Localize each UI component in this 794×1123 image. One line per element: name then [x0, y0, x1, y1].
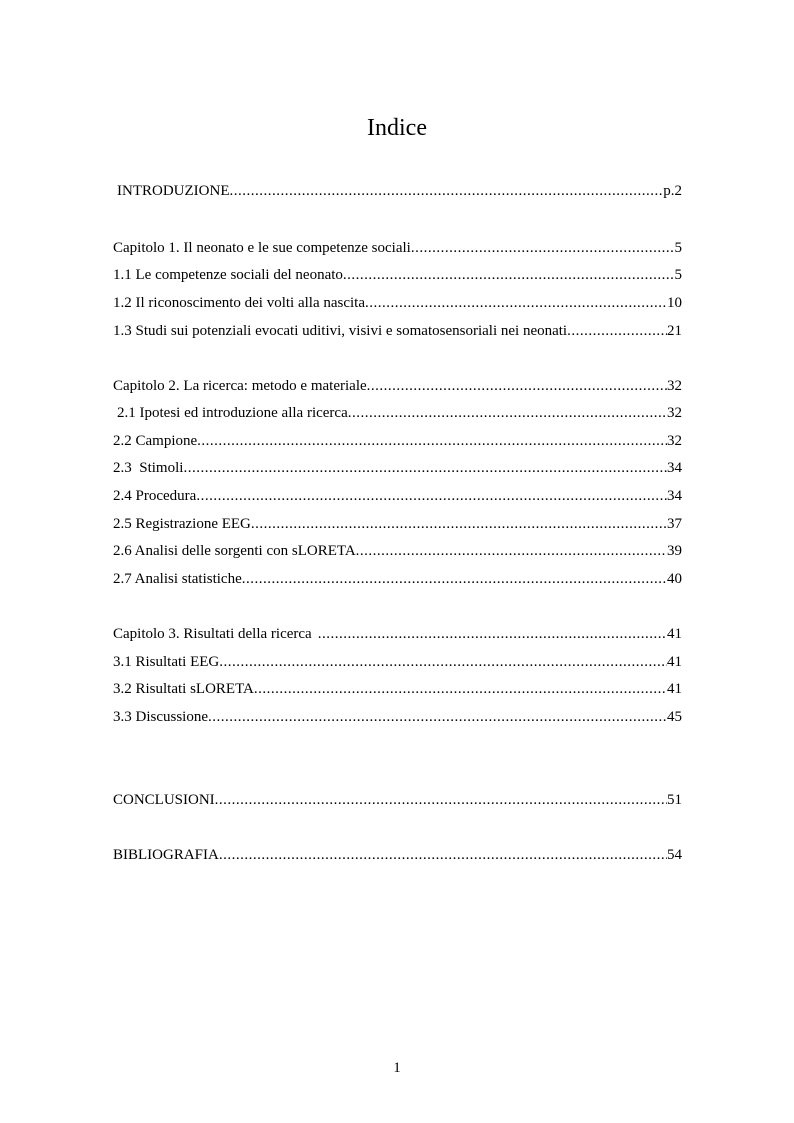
toc-entry-page: 10 — [667, 295, 682, 311]
toc-entry-label: 2.5 Registrazione EEG — [113, 516, 251, 532]
toc-entry-label: Capitolo 3. Risultati della ricerca — [113, 626, 312, 642]
toc-entry-page: 34 — [667, 488, 682, 504]
toc-leader-dots — [197, 431, 667, 451]
toc-entry-capitolo-1 — [113, 238, 682, 258]
toc-entry-capitolo-2 — [113, 376, 682, 396]
toc-entry-label: BIBLIOGRAFIA — [113, 847, 219, 863]
toc-leader-dots — [411, 238, 675, 258]
toc-entry-label: 2.2 Campione — [113, 433, 198, 449]
toc-leader-dots — [567, 321, 667, 341]
toc-leader-dots — [229, 181, 663, 201]
toc-entry-2-1 — [117, 403, 682, 423]
toc-entry-label: 3.2 Risultati sLORETA — [113, 681, 254, 697]
toc-entry-2-5 — [113, 514, 682, 534]
toc-entry-1-2 — [113, 293, 682, 313]
toc-leader-dots — [208, 707, 667, 727]
toc-leader-dots — [348, 403, 667, 423]
toc-leader-dots — [367, 376, 667, 396]
toc-entry-page: 37 — [667, 516, 682, 532]
toc-entry-page: 32 — [667, 433, 682, 449]
toc-entry-page: 34 — [667, 460, 682, 476]
toc-entry-page: 41 — [667, 626, 682, 642]
toc-entry-1-1 — [113, 265, 682, 285]
toc-entry-3-2 — [113, 679, 682, 699]
toc-entry-label: 3.3 Discussione — [113, 709, 208, 725]
toc-entry-page: 51 — [667, 792, 682, 808]
toc-entry-label: 2.1 Ipotesi ed introduzione alla ricerca — [117, 405, 348, 421]
toc-entry-label: Capitolo 1. Il neonato e le sue competenze sociali — [113, 240, 411, 256]
toc-entry-label: Capitolo 2. La ricerca: metodo e materiale — [113, 378, 367, 394]
toc-entry-label: 2.7 Analisi statistiche — [113, 571, 242, 587]
toc-entry-2-7 — [113, 569, 682, 589]
toc-entry-page: 21 — [667, 323, 682, 339]
toc-leader-dots — [219, 845, 667, 865]
toc-entry-3-3 — [113, 707, 682, 727]
toc-leader-dots — [356, 541, 667, 561]
toc-entry-label: 1.2 Il riconoscimento dei volti alla nascita — [113, 295, 366, 311]
toc-entry-label: 2.3 Stimoli — [113, 460, 184, 476]
toc-leader-dots — [196, 486, 667, 506]
toc-entry-page: p.2 — [663, 183, 682, 199]
toc-leader-dots — [365, 293, 667, 313]
toc-entry-page: 45 — [667, 709, 682, 725]
toc-entry-label: 3.1 Risultati EEG — [113, 654, 220, 670]
toc-entry-label: 1.3 Studi sui potenziali evocati uditivi, visivi e somatosensoriali nei neonati — [113, 323, 568, 339]
toc-entry-1-3 — [113, 321, 682, 341]
page-title: Indice — [367, 115, 427, 141]
toc-entry-introduzione — [117, 181, 682, 201]
page-number: 1 — [393, 1060, 401, 1076]
toc-leader-dots — [183, 458, 667, 478]
toc-entry-label: CONCLUSIONI — [113, 792, 215, 808]
toc-leader-dots — [242, 569, 667, 589]
toc-entry-label: 2.4 Procedura — [113, 488, 197, 504]
toc-entry-conclusioni — [113, 790, 682, 810]
toc-entry-page: 32 — [667, 378, 682, 394]
toc-entry-page: 41 — [667, 681, 682, 697]
toc-entry-2-3 — [113, 458, 682, 478]
toc-entry-page: 40 — [667, 571, 682, 587]
toc-entry-page: 54 — [667, 847, 682, 863]
toc-entry-page: 5 — [674, 240, 682, 256]
toc-entry-page: 41 — [667, 654, 682, 670]
toc-entry-2-4 — [113, 486, 682, 506]
toc-entry-label: 2.6 Analisi delle sorgenti con sLORETA — [113, 543, 356, 559]
toc-leader-dots — [251, 514, 667, 534]
toc-entry-2-6 — [113, 541, 682, 561]
toc-entry-page: 5 — [674, 267, 682, 283]
toc-leader-dots — [219, 652, 667, 672]
toc-entry-page: 39 — [667, 543, 682, 559]
toc-entry-3-1 — [113, 652, 682, 672]
toc-entry-page: 32 — [667, 405, 682, 421]
toc-entry-2-2 — [113, 431, 682, 451]
toc-leader-dots — [312, 624, 667, 644]
toc-leader-dots — [254, 679, 667, 699]
toc-leader-dots — [343, 265, 675, 285]
toc-leader-dots — [215, 790, 667, 810]
toc-entry-bibliografia — [113, 845, 682, 865]
toc-entry-label: INTRODUZIONE — [117, 183, 230, 199]
toc-entry-capitolo-3 — [113, 624, 682, 644]
toc-entry-label: 1.1 Le competenze sociali del neonato — [113, 267, 343, 283]
